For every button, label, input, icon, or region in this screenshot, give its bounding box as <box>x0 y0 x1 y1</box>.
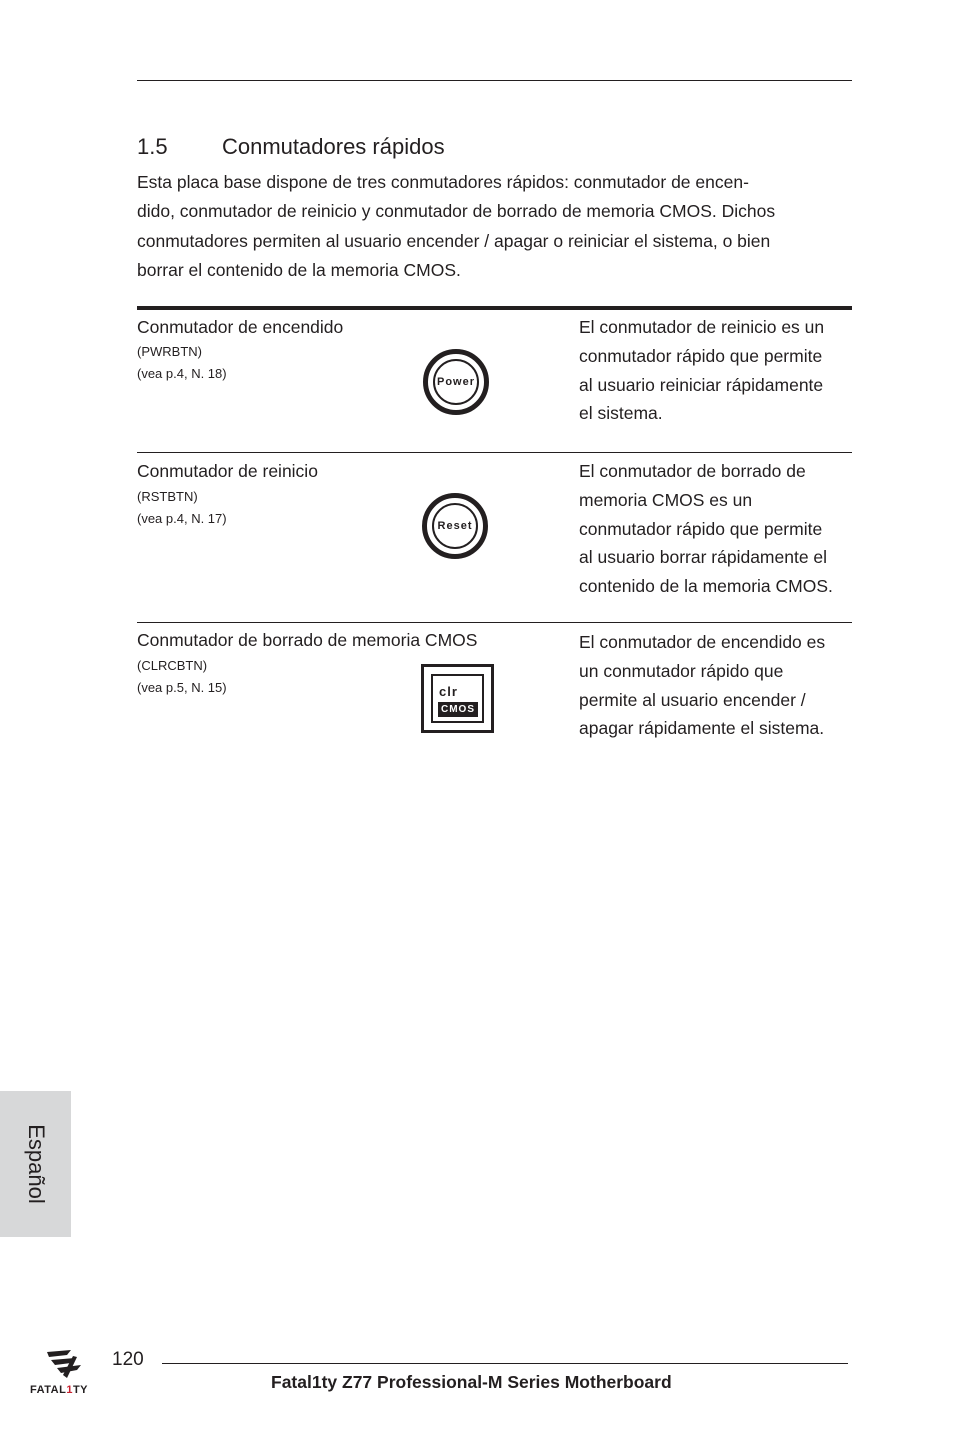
power-switch-details <box>137 341 227 385</box>
power-switch-name: Conmutador de encendido <box>137 317 344 337</box>
row-divider <box>137 452 852 453</box>
footer-title: Fatal1ty Z77 Professional-M Series Motherboard <box>271 1372 672 1392</box>
power-switch-code: (PWRBTN) <box>137 344 202 359</box>
description-line: contenido de la memoria CMOS. <box>579 576 833 597</box>
intro-line: dido, conmutador de reinicio y conmutador de borrado de memoria CMOS. Dichos <box>137 201 776 222</box>
reset-switch-ref: (vea p.4, N. 17) <box>137 511 227 526</box>
section-number: 1.5 <box>137 134 168 159</box>
language-side-tab <box>0 1091 71 1237</box>
description-line: el sistema. <box>579 403 663 424</box>
clear-cmos-button-icon <box>421 664 494 733</box>
description-line: conmutador rápido que permite <box>579 345 823 366</box>
reset-switch-code: (RSTBTN) <box>137 489 198 504</box>
clear-cmos-inner-frame <box>431 674 484 723</box>
footer-rule <box>162 1363 848 1364</box>
description-line: permite al usuario encender / <box>579 689 806 710</box>
intro-paragraph <box>137 168 849 285</box>
section-title: Conmutadores rápidos <box>222 134 445 159</box>
reset-button-inner-ring <box>432 503 478 549</box>
reset-button-label: Reset <box>437 520 473 532</box>
power-button-label: Power <box>436 376 475 388</box>
fatal1ty-logo-text <box>30 1384 88 1396</box>
power-button-icon <box>423 349 489 415</box>
clear-cmos-switch-code: (CLRCBTN) <box>137 658 208 673</box>
logo-text-c: TY <box>72 1384 88 1396</box>
power-button-inner-ring <box>433 359 479 405</box>
description-line: al usuario reiniciar rápidamente <box>579 374 824 395</box>
clear-cmos-label-top: clr <box>439 684 458 699</box>
reset-switch-details <box>137 486 227 530</box>
logo-text-a: FATAL <box>30 1384 67 1396</box>
description-line: El conmutador de encendido es <box>579 632 826 652</box>
header-rule <box>137 80 852 81</box>
table-top-rule <box>137 306 852 310</box>
intro-line: Esta placa base dispone de tres conmutadores rápidos: conmutador de encen- <box>137 172 749 192</box>
clear-cmos-switch-name: Conmutador de borrado de memoria CMOS <box>137 630 478 650</box>
fatal1ty-wings-icon <box>27 1348 105 1384</box>
description-line: un conmutador rápido que <box>579 660 784 681</box>
power-switch-ref: (vea p.4, N. 18) <box>137 366 227 381</box>
description-line: conmutador rápido que permite <box>579 518 823 539</box>
description-line: El conmutador de reinicio es un <box>579 317 825 337</box>
intro-line: conmutadores permiten al usuario encender / apagar o reiniciar el sistema, o bien <box>137 230 771 251</box>
page-number: 120 <box>112 1349 144 1370</box>
clear-cmos-switch-ref: (vea p.5, N. 15) <box>137 680 227 695</box>
logo-text-one: 1 <box>66 1384 73 1396</box>
row-divider <box>137 622 852 623</box>
power-switch-description <box>579 313 869 428</box>
description-line: El conmutador de borrado de <box>579 461 806 481</box>
fatal1ty-logo <box>27 1348 105 1404</box>
reset-switch-name: Conmutador de reinicio <box>137 461 318 481</box>
description-line: apagar rápidamente el sistema. <box>579 718 825 739</box>
reset-button-icon <box>422 493 488 559</box>
reset-switch-description <box>579 457 869 601</box>
description-line: al usuario borrar rápidamente el <box>579 547 828 568</box>
intro-line: borrar el contenido de la memoria CMOS. <box>137 259 461 280</box>
clear-cmos-label-bottom: CMOS <box>438 702 478 717</box>
clear-cmos-switch-description <box>579 628 869 743</box>
language-side-tab-label: Español <box>23 1124 49 1204</box>
clear-cmos-switch-details <box>137 655 227 699</box>
description-line: memoria CMOS es un <box>579 489 753 510</box>
